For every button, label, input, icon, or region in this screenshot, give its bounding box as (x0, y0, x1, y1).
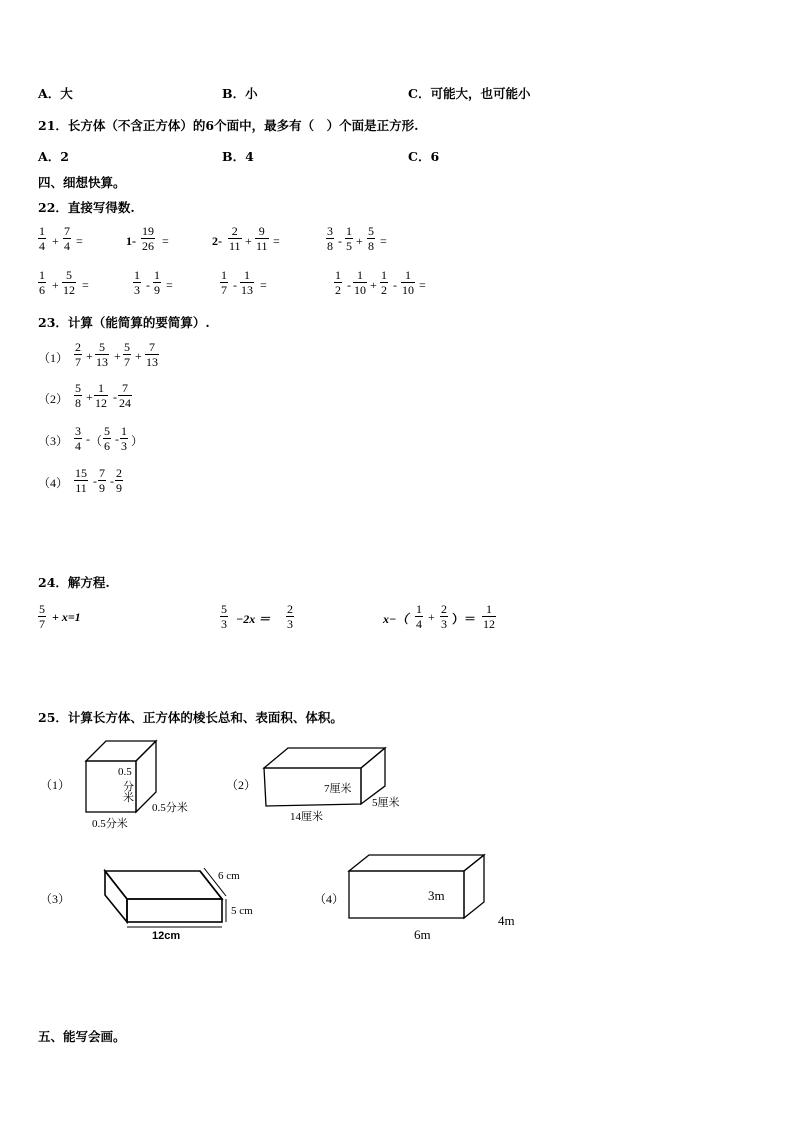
fraction: 1 4 (416, 602, 422, 631)
operator: - (115, 432, 119, 446)
operator: + (370, 278, 377, 292)
operator: = (273, 234, 280, 248)
cube-height-label-1: 0.5 (118, 766, 132, 778)
operator: - (338, 234, 342, 248)
fraction: 1 9 (154, 268, 160, 297)
fraction: 7 24 (119, 381, 131, 410)
item-label: （3） (38, 434, 69, 448)
operator: = (419, 278, 426, 292)
equation-3-x: x−（ (383, 612, 409, 626)
operator: + (52, 278, 59, 292)
fraction: 1 10 (354, 268, 366, 297)
operator: + (356, 234, 363, 248)
q24-title: 24．解方程. (38, 575, 110, 590)
fraction: 3 4 (75, 424, 81, 453)
cuboid-4-depth-label: 4m (498, 913, 515, 928)
operator: - (146, 278, 150, 292)
fraction: 1 2 (381, 268, 387, 297)
cube-height-label-2: 分 (123, 781, 134, 793)
operator: 2- (212, 234, 222, 248)
cuboid-depth-label: 5厘米 (372, 797, 400, 809)
fraction: 1 10 (402, 268, 414, 297)
operator: = (162, 234, 169, 248)
item-label: （2） (38, 392, 69, 406)
fraction: 19 26 (142, 224, 154, 253)
section-4-heading: 四、细想快算。 (38, 175, 126, 190)
fraction: 2 9 (116, 466, 122, 495)
fraction: 5 6 (104, 424, 110, 453)
cuboid-width-label: 14厘米 (290, 811, 323, 823)
fraction: 5 7 (124, 340, 130, 369)
fraction: 2 7 (75, 340, 81, 369)
q22-title: 22．直接写得数. (38, 200, 135, 215)
item-label: （4） (38, 476, 69, 490)
fraction: 2 3 (441, 602, 447, 631)
fraction: 1 12 (483, 602, 495, 631)
fraction: 9 11 (256, 224, 268, 253)
fraction: 1 4 (39, 224, 45, 253)
operator: - (233, 278, 237, 292)
operator: - (347, 278, 351, 292)
operator: - (393, 278, 397, 292)
fraction: 5 3 (221, 602, 227, 631)
fraction: 1 12 (95, 381, 107, 410)
operator: = (76, 234, 83, 248)
fraction: 1 7 (221, 268, 227, 297)
fraction: 5 12 (63, 268, 75, 297)
cuboid-height-label: 7厘米 (324, 783, 352, 795)
q21-question: 21．长方体（不含正方体）的6个面中，最多有（ ）个面是正方形. (38, 118, 419, 133)
fraction: 5 7 (39, 602, 45, 631)
equation-2-mid: −2x ＝ (236, 612, 271, 626)
cuboid-3-height-label: 5 cm (231, 905, 253, 917)
paren: （ (90, 434, 103, 448)
fraction: 2 11 (229, 224, 241, 253)
fraction: 5 13 (96, 340, 108, 369)
cuboid-4-height-label: 3m (428, 888, 445, 903)
operator: + (52, 234, 59, 248)
fraction: 5 8 (368, 224, 374, 253)
figure-label: （4） (314, 892, 345, 906)
fraction: 1 2 (335, 268, 341, 297)
q20-option-a: A．大 (38, 86, 73, 101)
section-5-heading: 五、能写会画。 (38, 1029, 126, 1044)
q21-option-a: A．2 (38, 149, 69, 164)
operator: - (86, 432, 90, 446)
cube-height-label-3: 米 (123, 792, 134, 804)
operator: = (380, 234, 387, 248)
operator: - (93, 474, 97, 488)
fraction: 5 8 (75, 381, 81, 410)
q21-option-b: B．4 (222, 149, 254, 164)
operator: + (245, 234, 252, 248)
equation-3-rp: ）＝ (452, 612, 477, 626)
figure-label: （2） (226, 778, 257, 792)
operator: + (135, 349, 142, 363)
fraction: 1 13 (241, 268, 253, 297)
fraction: 1 5 (346, 224, 352, 253)
fraction: 1 3 (121, 424, 127, 453)
operator: + (86, 390, 93, 404)
cuboid-4-width-label: 6m (414, 927, 431, 942)
cuboid-3-depth-label: 6 cm (218, 870, 240, 882)
fraction: 7 9 (99, 466, 105, 495)
q20-option-c: C．可能大，也可能小 (408, 86, 531, 101)
q21-option-c: C．6 (408, 149, 440, 164)
operator: + (114, 349, 121, 363)
operator: + (86, 349, 93, 363)
operator: - (110, 474, 114, 488)
q25-title: 25．计算长方体、正方体的棱长总和、表面积、体积。 (38, 710, 343, 725)
fraction: 1 3 (134, 268, 140, 297)
operator: = (82, 278, 89, 292)
figure-label: （3） (40, 892, 71, 906)
operator: + (428, 610, 435, 624)
operator: = (260, 278, 267, 292)
cuboid-3-width-label: 12cm (152, 930, 181, 942)
paren: ） (131, 434, 144, 448)
fraction: 3 8 (327, 224, 333, 253)
q20-option-b: B．小 (222, 86, 258, 101)
equation-1-rest: + x=1 (52, 610, 81, 624)
operator: 1- (126, 234, 136, 248)
cube-depth-label: 0.5分米 (152, 802, 188, 814)
operator: = (166, 278, 173, 292)
fraction: 1 6 (39, 268, 45, 297)
fraction: 15 11 (75, 466, 87, 495)
figure-label: （1） (40, 778, 71, 792)
fraction: 7 13 (146, 340, 158, 369)
item-label: （1） (38, 351, 69, 365)
operator: - (113, 390, 117, 404)
cube-width-label: 0.5分米 (92, 818, 128, 830)
fraction: 7 4 (64, 224, 70, 253)
fraction: 2 3 (287, 602, 293, 631)
q23-title: 23．计算（能简算的要简算）. (38, 315, 210, 330)
